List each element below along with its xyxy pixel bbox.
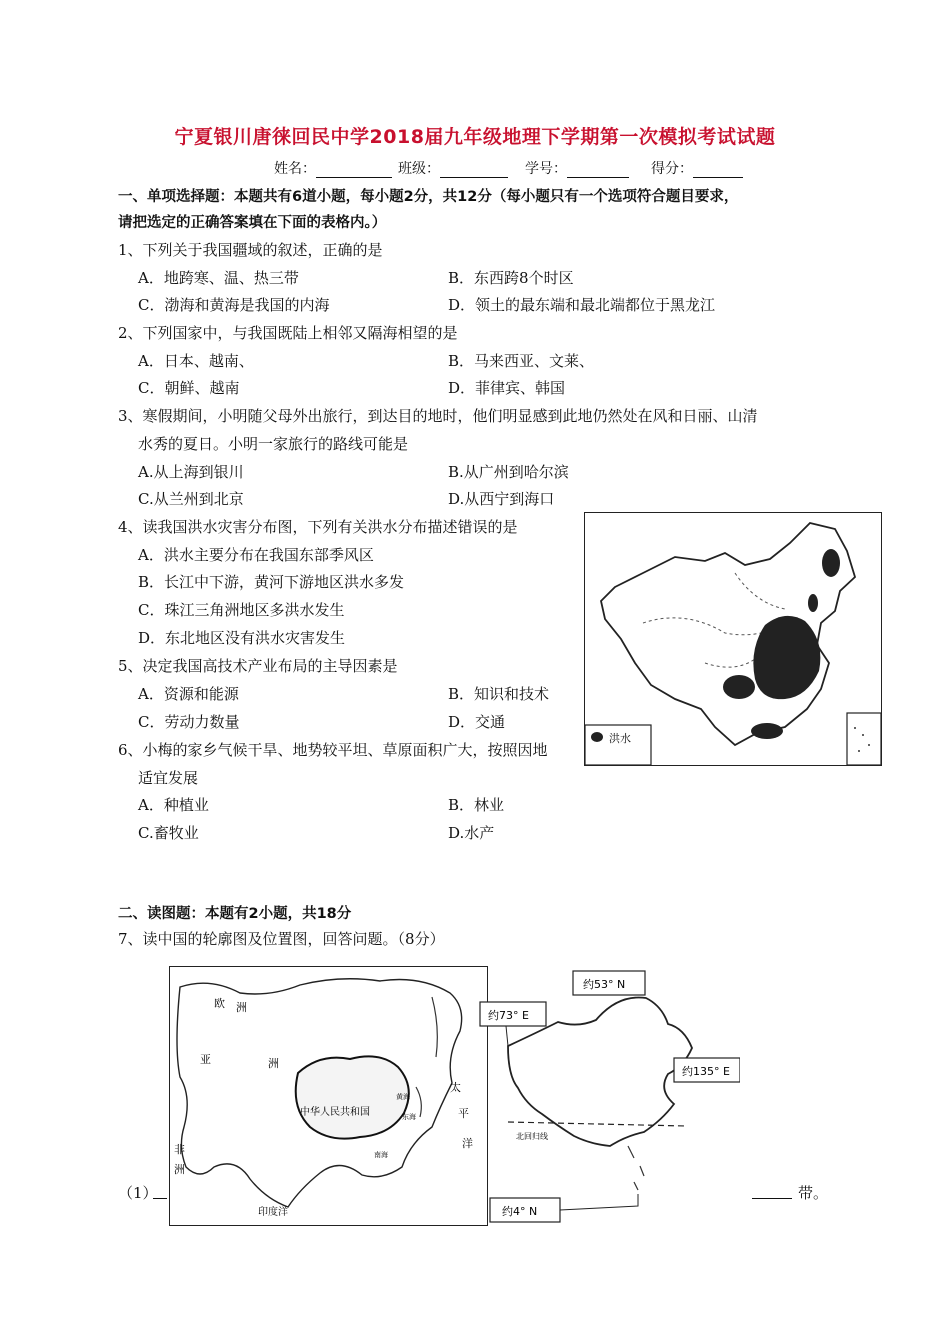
china-outline-shape	[601, 523, 855, 745]
q6-option-b[interactable]: B．林业	[448, 796, 505, 814]
label-africa-2: 洲	[174, 1163, 185, 1176]
student-id-field[interactable]	[525, 158, 629, 178]
flood-distribution-map	[584, 512, 882, 766]
label-east-sea: 东海	[402, 1113, 416, 1121]
q2-option-a[interactable]: A．日本、越南、	[138, 352, 254, 370]
section1-header-2: 请把选定的正确答案填在下面的表格内。）	[118, 215, 387, 231]
label-europe-1: 欧	[214, 997, 225, 1010]
q7-sub1-answer-blank-right[interactable]	[752, 1182, 792, 1199]
q2-option-c[interactable]: C．朝鲜、越南	[138, 379, 240, 397]
section2-header: 二、读图题：本题有2小题，共18分	[118, 906, 352, 922]
question-3-stem: 3、寒假期间，小明随父母外出旅行，到达目的地时，他们明显感到此地仍然处在风和日丽、山清	[118, 407, 758, 425]
q1-option-c[interactable]: C．渤海和黄海是我国的内海	[138, 296, 330, 314]
question-5-stem: 5、决定我国高技术产业布局的主导因素是	[118, 657, 398, 675]
q1-option-a[interactable]: A．地跨寒、温、热三带	[138, 269, 299, 287]
q5-option-d[interactable]: D．交通	[448, 713, 506, 731]
label-indian-ocean: 印度洋	[258, 1207, 288, 1218]
label-asia-2: 洲	[268, 1057, 279, 1070]
label-pacific-2: 平	[458, 1107, 469, 1120]
q1-option-b[interactable]: B．东西跨8个时区	[448, 269, 574, 287]
score-field[interactable]	[651, 158, 743, 178]
q3-option-c[interactable]: C.从兰州到北京	[138, 490, 244, 508]
west-extreme-label: 约73° E	[488, 1009, 529, 1022]
label-europe-2: 洲	[236, 1001, 247, 1014]
label-prc: 中华人民共和国	[300, 1107, 370, 1118]
q5-option-a[interactable]: A．资源和能源	[138, 685, 239, 703]
class-label: 班级：	[398, 161, 440, 177]
legend-flood-swatch	[591, 732, 603, 742]
student-id-label: 学号：	[525, 161, 567, 177]
south-extreme-label: 约4° N	[502, 1205, 538, 1218]
q7-sub1-suffix: 带。	[798, 1184, 829, 1202]
q2-option-b[interactable]: B．马来西亚、文莱、	[448, 352, 595, 370]
q3-option-d[interactable]: D.从西宁到海口	[448, 490, 555, 508]
flood-area-sichuan	[723, 675, 755, 699]
class-field[interactable]	[398, 158, 508, 178]
china-shape	[296, 1056, 409, 1138]
south-sea-inset	[847, 713, 881, 765]
score-label: 得分：	[651, 161, 693, 177]
q1-option-d[interactable]: D．领土的最东端和最北端都位于黑龙江	[448, 296, 716, 314]
q6-option-c[interactable]: C.畜牧业	[138, 824, 199, 842]
question-3-stem-2: 水秀的夏日。小明一家旅行的路线可能是	[138, 435, 409, 453]
flood-area-northeast	[822, 549, 840, 577]
q7-sub1-prefix: （1）	[118, 1184, 158, 1202]
q6-option-d[interactable]: D.水产	[448, 824, 495, 842]
question-6-stem-2: 适宜发展	[138, 769, 199, 787]
name-field[interactable]	[274, 158, 392, 178]
q4-option-a[interactable]: A．洪水主要分布在我国东部季风区	[138, 546, 374, 564]
label-africa-1: 非	[174, 1143, 185, 1156]
legend-flood-label: 洪水	[609, 732, 631, 745]
label-south-sea: 南海	[374, 1151, 388, 1159]
east-extreme-label: 约135° E	[682, 1065, 730, 1078]
label-pacific-3: 洋	[462, 1137, 473, 1150]
label-yellow-sea: 黄海	[396, 1093, 410, 1101]
name-label: 姓名：	[274, 161, 316, 177]
q5-option-b[interactable]: B．知识和技术	[448, 685, 550, 703]
q4-option-d[interactable]: D．东北地区没有洪水灾害发生	[138, 629, 346, 647]
page-title: 宁夏银川唐徕回民中学2018届九年级地理下学期第一次模拟考试试题	[174, 126, 776, 148]
asia-location-map	[169, 966, 488, 1226]
map-legend	[585, 725, 651, 765]
section1-header: 一、单项选择题：本题共有6道小题，每小题2分，共12分（每小题只有一个选项符合题目要求，	[118, 189, 739, 205]
china-outline-map	[478, 966, 740, 1224]
question-4-stem: 4、读我国洪水灾害分布图，下列有关洪水分布描述错误的是	[118, 518, 518, 536]
flood-area-south	[751, 723, 783, 739]
q5-option-c[interactable]: C．劳动力数量	[138, 713, 240, 731]
q7-sub1-answer-blank-left[interactable]	[153, 1182, 167, 1199]
question-2-stem: 2、下列国家中，与我国既陆上相邻又隔海相望的是	[118, 324, 458, 342]
q4-option-c[interactable]: C．珠江三角洲地区多洪水发生	[138, 601, 345, 619]
north-extreme-label: 约53° N	[583, 978, 626, 991]
question-6-stem: 6、小梅的家乡气候干旱、地势较平坦、草原面积广大，按照因地	[118, 741, 548, 759]
question-7-stem: 7、读中国的轮廓图及位置图，回答问题。（8分）	[118, 930, 445, 948]
question-1-stem: 1、下列关于我国疆域的叙述，正确的是	[118, 241, 383, 259]
q2-option-d[interactable]: D．菲律宾、韩国	[448, 379, 566, 397]
tropic-label: 北回归线	[516, 1132, 548, 1141]
q3-option-b[interactable]: B.从广州到哈尔滨	[448, 463, 569, 481]
q4-option-b[interactable]: B．长江中下游，黄河下游地区洪水多发	[138, 573, 405, 591]
q3-option-a[interactable]: A.从上海到银川	[138, 463, 244, 481]
label-asia-1: 亚	[200, 1053, 211, 1066]
q6-option-a[interactable]: A．种植业	[138, 796, 209, 814]
label-pacific-1: 太	[450, 1081, 461, 1094]
